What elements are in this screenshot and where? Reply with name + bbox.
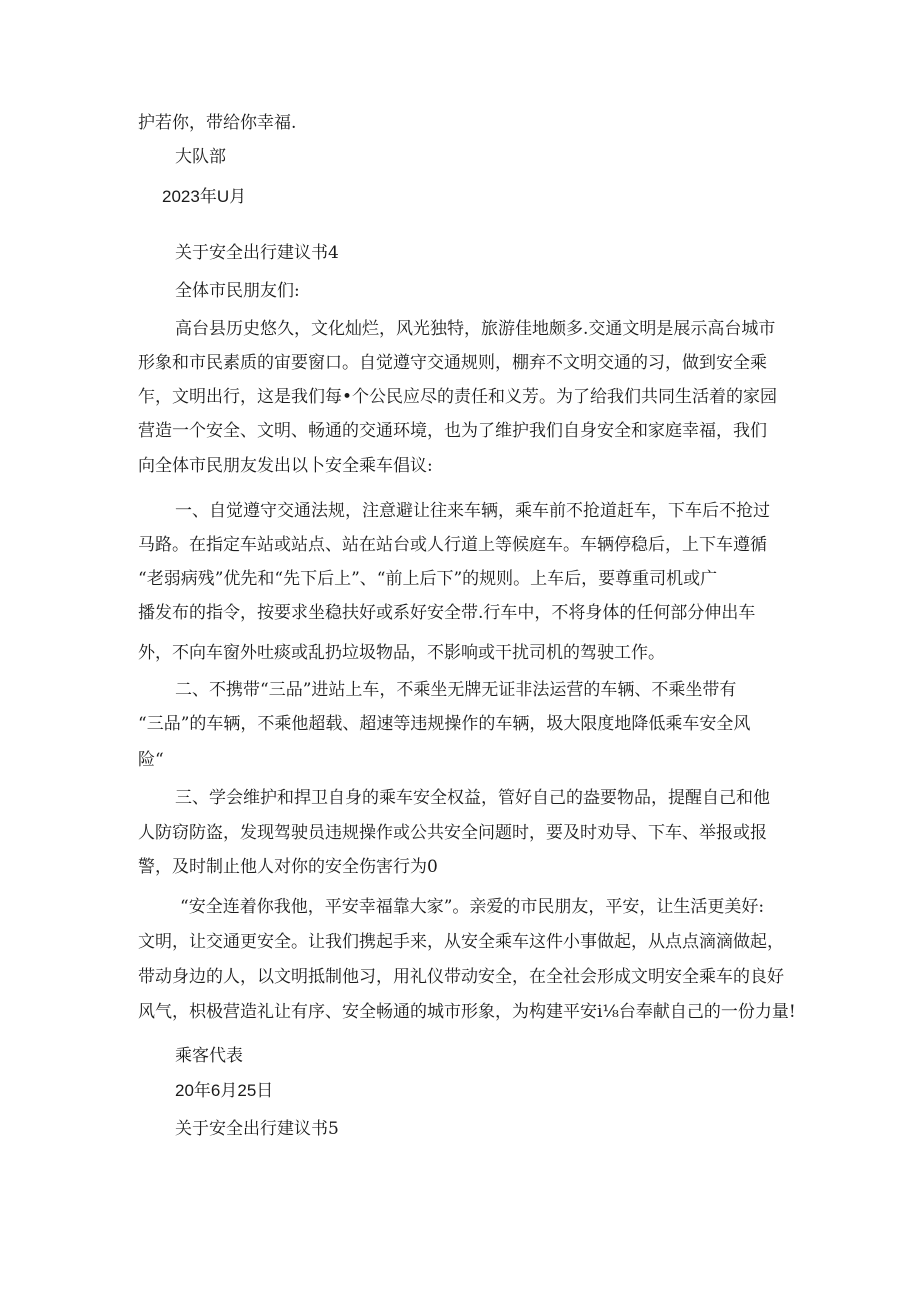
continuation-line: 护若你，带给你幸福.	[138, 113, 297, 133]
date-2023: 2023年U月	[162, 187, 247, 206]
date-june-25: 20年6月25日	[175, 1081, 274, 1100]
item-2-line-1: 二、不携带“三品”进站上车，不乘坐无牌无证非法运营的车辆、不乘坐带有	[175, 680, 737, 700]
intro-line-2: 形象和市民素质的宙要窗口。自觉遵守交通规则，棚弃不文明交通的习，做到安全乘	[138, 353, 767, 373]
signer-brigade: 大队部	[175, 147, 226, 167]
intro-line-4: 营造一个安全、文明、畅通的交通环境，也为了维护我们自身安全和家庭幸福，我们	[138, 421, 767, 441]
closing-line-1: “安全连着你我他，平安幸福靠大家”。亲爱的市民朋友，平安，让生活更美好:	[180, 897, 765, 917]
item-1-line-1: 一、自觉遵守交通法规，注意避让往来车辆，乘车前不抢道赶车，下车后不抢过	[175, 501, 770, 521]
item-3-line-1: 三、学会维护和捍卫自身的乘车安全权益，管好自己的盎要物品，提醒自己和他	[175, 788, 770, 808]
item-3-line-3: 警，及时制止他人对你的安全伤害行为0	[138, 857, 438, 877]
intro-line-5: 向全体市民朋友发出以卜安全乘车倡议:	[138, 456, 433, 476]
item-1-line-3: “老弱病残”优先和“先下后上”、“前上后下”的规则。上车后，要尊重司机或广	[138, 569, 718, 589]
letter-4-title: 关于安全出行建议书4	[175, 243, 339, 263]
letter-5-title: 关于安全出行建议书5	[175, 1119, 339, 1139]
closing-line-3: 带动身边的人，以文明抵制他习，用礼仪带动安全，在全社会形成文明安全乘车的良好	[138, 967, 784, 987]
item-1-line-4: 播发布的指令，按要求坐稳扶好或系好安全带.行车中，不将身体的任何部分伸出车	[138, 603, 756, 623]
item-3-line-2: 人防窃防盗，发现驾驶员违规操作或公共安全问题时，要及时劝导、下车、举报或报	[138, 823, 767, 843]
intro-line-3: 乍，文明出行，这是我们每•个公民应尽的责任和义芳。为了给我们共同生活着的家园	[138, 387, 778, 407]
item-1-line-2: 马路。在指定车站或站点、站在站台或人行道上等候庭车。车辆停稳后，上下车遵循	[138, 535, 767, 555]
item-2-line-3: 险“	[138, 750, 164, 770]
letter-4-salutation: 全体市民朋友们:	[175, 281, 300, 301]
item-1-line-5: 外，不向车窗外吐痰或乱扔垃圾物品，不影响或干扰司机的驾驶工作。	[138, 643, 665, 663]
signer-passenger-rep: 乘客代表	[175, 1046, 243, 1066]
closing-line-2: 文明，让交通更安全。让我们携起手来，从安全乘车这件小事做起，从点点滴滴做起，	[138, 932, 784, 952]
item-2-line-2: “三品”的车辆，不乘他超载、超速等违规操作的车辆，圾大限度地降低乘车安全风	[138, 714, 751, 734]
closing-line-4: 风气，枳极营造礼让有序、安全畅通的城市形象，为构建平安i⅛台奉献自己的一份力量!	[138, 1002, 796, 1022]
intro-line-1: 高台县历史悠久，文化灿烂，风光独特，旅游佳地颇多.交通文明是展示高台城市	[175, 319, 776, 339]
